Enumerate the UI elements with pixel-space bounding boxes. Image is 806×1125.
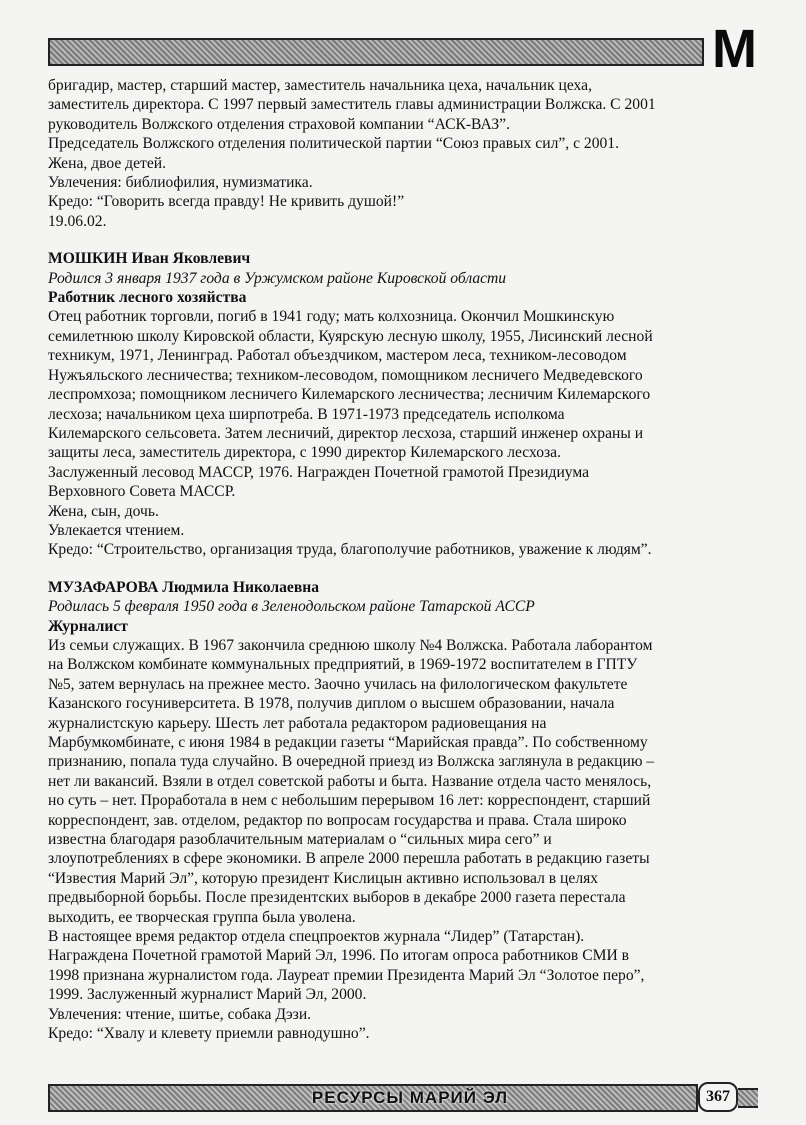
- entry-name: [48, 578, 764, 597]
- text-line: на Волжском комбинате коммунальных предприятий, в 1969-1972 воспитателем в ГПТУ: [48, 656, 638, 674]
- entry-muzafarova: [48, 578, 764, 1044]
- text-line: В настоящее время редактор отдела спецпроектов журнала “Лидер” (Татарстан).: [48, 928, 585, 946]
- text-line: Отец работник торговли, погиб в 1941 году; мать колхозница. Окончил Мошкинскую: [48, 308, 615, 326]
- text-line: предвыборной борьбы. После президентских выборов в декабре 2000 газета перестала: [48, 889, 626, 907]
- section-letter: М: [712, 19, 757, 79]
- text-line: нет ли вакансий. Взяли в отдел советской работы и быта. Название отдела часто менялось,: [48, 772, 652, 790]
- text-line: Увлечения: библиофилия, нумизматика.: [48, 174, 313, 192]
- text-line: Казанского госуниверситета. В 1978, получив диплом о высшем образовании, начала: [48, 695, 615, 713]
- text-line: №5, затем вернулась на прежнее место. Заочно училась на филологическом факультете: [48, 675, 628, 693]
- text-line: бригадир, мастер, старший мастер, заместитель начальника цеха, начальник цеха,: [48, 77, 592, 94]
- text-line: признанию, попала туда случайно. В очередной приезд из Волжска заглянула в редакцию –: [48, 753, 655, 771]
- text-line: Нужъяльского лесничества; техником-лесоводом, помощником лесничего Медведевского: [48, 366, 643, 384]
- text-line: известна благодаря разоблачительным материалам о “сильных мира сего” и: [48, 831, 552, 849]
- entry-given-name: Людмила Николаевна: [162, 578, 320, 596]
- text-line: Килемарского сельсовета. Затем лесничий, директор лесхоза, старший инженер охраны и: [48, 424, 644, 442]
- footer-title: РЕСУРСЫ МАРИЙ ЭЛ: [311, 1088, 509, 1107]
- text-line: 1998 признана журналистом года. Лауреат премии Президента Марий Эл “Золотое перо”,: [48, 966, 645, 984]
- text-line: журналистскую карьеру. Шесть лет работала редактором радиовещания на: [48, 714, 547, 732]
- text-line: Заслуженный лесовод МАССР, 1976. Награжден Почетной грамотой Президиума: [48, 463, 590, 481]
- text-line: “Известия Марий Эл”, которую президент Кислицын активно использовал в целях: [48, 869, 599, 887]
- intro-block: [48, 76, 764, 231]
- text-line: лесхоза; начальником цеха ширпотреба. В 1971-1973 председатель исполкома: [48, 405, 565, 423]
- entry-surname: МОШКИН: [48, 250, 128, 268]
- entry-name: [48, 249, 764, 268]
- text-line: руководитель Волжского отделения страховой компании “АСК-ВАЗ”.: [48, 115, 510, 133]
- text-line: Марбумкомбинате, с июня 1984 в редакции газеты “Марийская правда”. По собственному: [48, 734, 648, 751]
- text-line: Кредо: “Строительство, организация труда, благополучие работников, уважение к людям”.: [48, 541, 652, 559]
- text-line: Награждена Почетной грамотой Марий Эл, 1996. По итогам опроса работников СМИ в: [48, 947, 629, 965]
- text-line: заместитель директора. С 1997 первый заместитель главы администрации Волжска. С 2001: [48, 96, 656, 114]
- text-line: но суть – нет. Проработала в нем с небольшим перерывом 16 лет: корреспондент, старший: [48, 792, 651, 810]
- entry-birth: Родилась 5 февраля 1950 года в Зеленодольском районе Татарской АССР: [48, 598, 535, 616]
- text-line: Из семьи служащих. В 1967 закончила среднюю школу №4 Волжска. Работала лаборантом: [48, 636, 653, 654]
- text-line: корреспондент, зав. отделом, редактор по вопросам государства и права. Стала широко: [48, 811, 627, 829]
- text-line: семилетнюю школу Кировской области, Куярскую лесную школу, 1955, Лисинский лесной: [48, 327, 653, 345]
- text-line: защиты леса, заместитель директора, с 1990 директор Килемарского лесхоза.: [48, 444, 561, 462]
- entry-profession: Работник лесного хозяйства: [48, 289, 247, 307]
- page-content: [48, 76, 764, 1044]
- text-line: Увлекается чтением.: [48, 521, 185, 539]
- date-line: 19.06.02.: [48, 212, 107, 230]
- text-line: Кредо: “Говорить всегда правду! Не кривить душой!”: [48, 193, 405, 211]
- text-line: Председатель Волжского отделения политической партии “Союз правых сил”, с 2001.: [48, 135, 619, 153]
- text-line: Верховного Совета МАССР.: [48, 483, 236, 501]
- entry-given-name: Иван Яковлевич: [131, 250, 251, 268]
- text-line: Жена, двое детей.: [48, 154, 166, 172]
- text-line: Кредо: “Хвалу и клевету приемли равнодушно”.: [48, 1025, 370, 1043]
- entry-birth: Родился 3 января 1937 года в Уржумском районе Кировской области: [48, 269, 507, 287]
- text-line: 1999. Заслуженный журналист Марий Эл, 2000.: [48, 986, 367, 1004]
- text-line: злоупотреблениях в сфере экономики. В апреле 2000 перешла работать в редакцию газеты: [48, 850, 650, 868]
- text-line: техникум, 1971, Ленинград. Работал объездчиком, мастером леса, техником-лесоводом: [48, 347, 627, 365]
- entry-moshkin: [48, 249, 764, 560]
- text-line: Жена, сын, дочь.: [48, 502, 159, 520]
- text-line: леспромхоза; помощником лесничего Килемарского лесничества; лесничим Килемарского: [48, 386, 651, 404]
- text-line: выходить, ее творческая группа была уволена.: [48, 908, 356, 926]
- entry-surname: МУЗАФАРОВА: [48, 578, 159, 596]
- band-tail: [738, 1088, 758, 1108]
- text-line: Увлечения: чтение, шитье, собака Дэзи.: [48, 1005, 312, 1023]
- page-number: 367: [698, 1082, 738, 1112]
- top-decorative-band: [48, 38, 704, 66]
- entry-profession: Журналист: [48, 617, 128, 635]
